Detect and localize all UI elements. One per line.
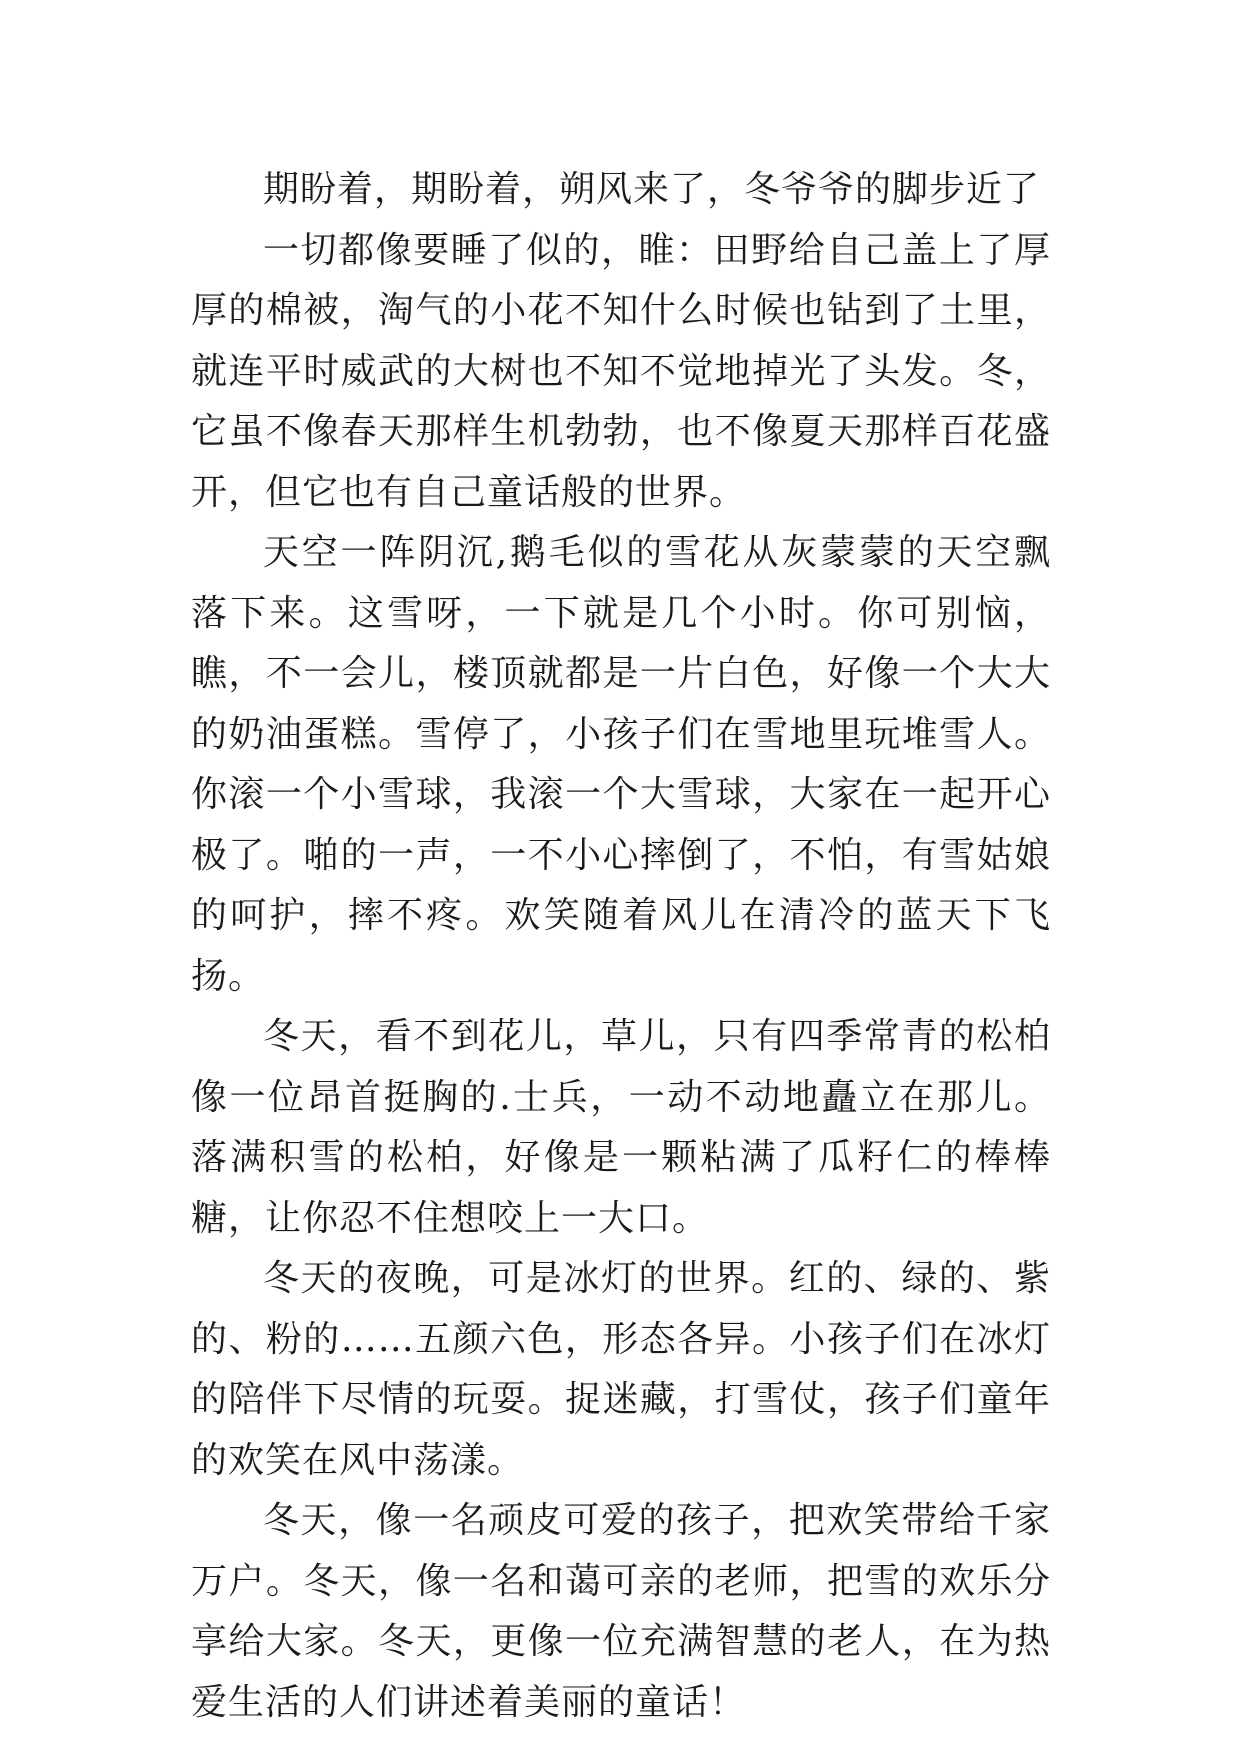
paragraph: 冬天，看不到花儿，草儿，只有四季常青的松柏像一位昂首挺胸的.士兵，一动不动地矗立在那儿。落满积雪的松柏，好像是一颗粘满了瓜籽仁的棒棒糖，让你忍不住想咬上一大口。: [191, 1016, 1051, 1239]
paragraph: 天空一阵阴沉,鹅毛似的雪花从灰蒙蒙的天空飘落下来。这雪呀，一下就是几个小时。你可别恼，瞧，不一会儿，楼顶就都是一片白色，好像一个大大的奶油蛋糕。雪停了，小孩子们在雪地里玩堆雪人。你滚一个小雪球，我滚一个大雪球，大家在一起开心极了。啪的一声，一不小心摔倒了，不怕，有雪姑娘的呵护，摔不疼。欢笑随着风儿在清冷的蓝天下飞扬。: [191, 532, 1051, 997]
document-body: [191, 160, 1051, 1733]
paragraph: 期盼着，期盼着，朔风来了，冬爷爷的脚步近了: [263, 169, 1041, 210]
paragraph: 冬天，像一名顽皮可爱的孩子，把欢笑带给千家万户。冬天，像一名和蔼可亲的老师，把雪的欢乐分享给大家。冬天，更像一位充满智慧的老人，在为热爱生活的人们讲述着美丽的童话！: [191, 1500, 1051, 1723]
paragraph: 一切都像要睡了似的，睢：田野给自己盖上了厚厚的棉被，淘气的小花不知什么时候也钻到了土里，就连平时威武的大树也不知不觉地掉光了头发。冬，它虽不像春天那样生机勃勃，也不像夏天那样百花盛开，但它也有自己童话般的世界。: [191, 229, 1051, 513]
paragraph: 冬天的夜晚，可是冰灯的世界。红的、绿的、紫的、粉的……五颜六色，形态各异。小孩子们在冰灯的陪伴下尽情的玩耍。捉迷藏，打雪仗，孩子们童年的欢笑在风中荡漾。: [191, 1258, 1051, 1481]
